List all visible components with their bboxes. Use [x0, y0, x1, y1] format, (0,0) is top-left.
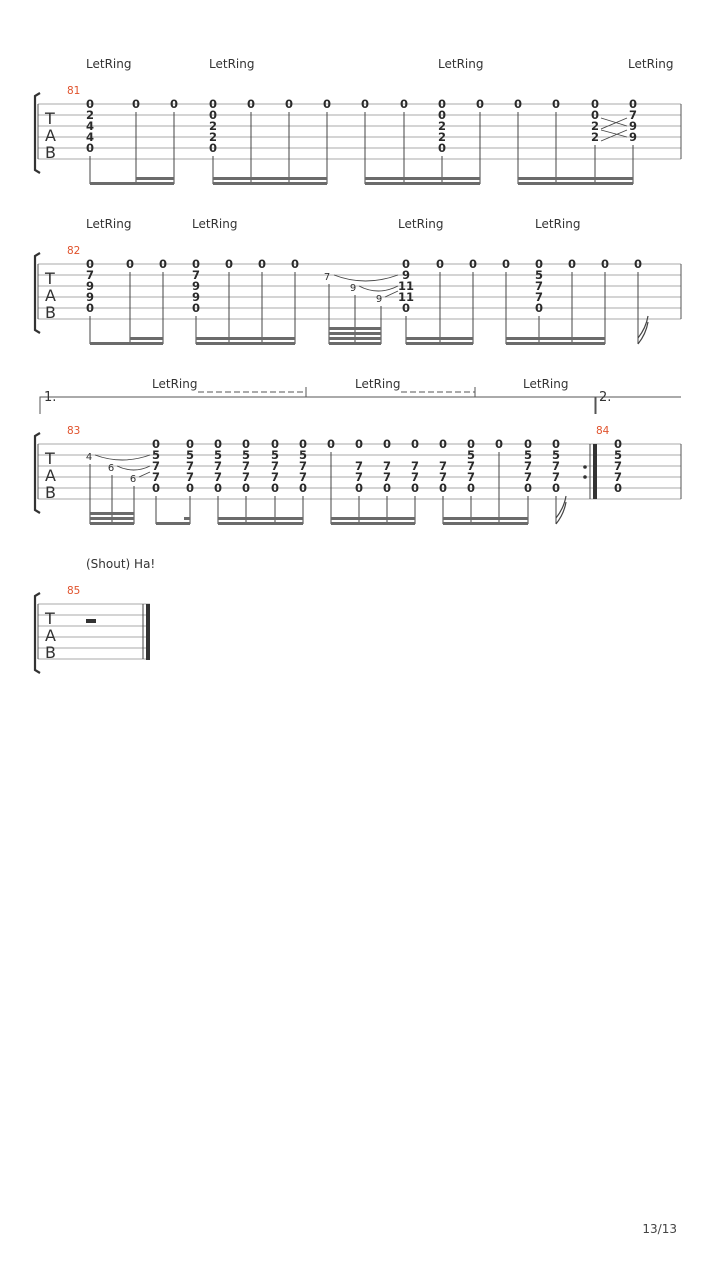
svg-text:0: 0	[410, 481, 420, 495]
tab-clef-a: A	[45, 626, 56, 645]
svg-text:0: 0	[191, 257, 201, 271]
lyric-shout: (Shout) Ha!	[86, 557, 156, 571]
svg-text:0: 0	[551, 97, 561, 111]
svg-text:5: 5	[466, 448, 476, 462]
let-ring-label: LetRing	[523, 377, 569, 391]
svg-text:0: 0	[633, 257, 643, 271]
svg-text:0: 0	[208, 141, 218, 155]
svg-text:7: 7	[410, 459, 420, 473]
let-ring-label: LetRing	[86, 57, 132, 71]
measure-number: 85	[67, 585, 81, 597]
svg-text:7: 7	[613, 470, 623, 484]
svg-text:0: 0	[241, 437, 251, 451]
svg-text:7: 7	[213, 459, 223, 473]
svg-text:0: 0	[213, 481, 223, 495]
svg-text:0: 0	[270, 481, 280, 495]
svg-text:7: 7	[191, 268, 201, 282]
svg-text:0: 0	[169, 97, 179, 111]
svg-text:7: 7	[551, 470, 561, 484]
svg-text:2: 2	[85, 108, 95, 122]
measure-number: 83	[67, 425, 81, 437]
svg-text:2: 2	[437, 119, 447, 133]
svg-text:5: 5	[241, 448, 251, 462]
svg-text:4: 4	[85, 452, 93, 463]
svg-text:0: 0	[85, 141, 95, 155]
svg-text:7: 7	[466, 459, 476, 473]
svg-text:0: 0	[131, 97, 141, 111]
let-ring-label: LetRing	[535, 217, 581, 231]
svg-text:7: 7	[551, 459, 561, 473]
svg-text:0: 0	[613, 481, 623, 495]
svg-text:0: 0	[298, 437, 308, 451]
svg-text:7: 7	[213, 470, 223, 484]
svg-text:2: 2	[437, 130, 447, 144]
let-ring-label: LetRing	[192, 217, 238, 231]
whole-rest	[86, 619, 96, 623]
svg-text:7: 7	[323, 272, 331, 283]
svg-text:0: 0	[466, 481, 476, 495]
let-ring-label: LetRing	[355, 377, 401, 391]
measure-number: 82	[67, 245, 81, 257]
svg-text:0: 0	[628, 97, 638, 111]
svg-text:7: 7	[298, 459, 308, 473]
volta-2-label: 2.	[599, 390, 612, 405]
svg-text:7: 7	[151, 470, 161, 484]
svg-text:7: 7	[410, 470, 420, 484]
svg-text:7: 7	[628, 108, 638, 122]
svg-text:0: 0	[438, 437, 448, 451]
svg-text:2: 2	[208, 130, 218, 144]
svg-text:0: 0	[501, 257, 511, 271]
svg-text:0: 0	[360, 97, 370, 111]
svg-text:2: 2	[590, 130, 600, 144]
svg-text:7: 7	[354, 470, 364, 484]
let-ring-label: LetRing	[152, 377, 198, 391]
svg-text:9: 9	[85, 279, 95, 293]
svg-text:9: 9	[191, 290, 201, 304]
svg-text:0: 0	[438, 481, 448, 495]
svg-text:9: 9	[375, 294, 383, 305]
svg-text:9: 9	[191, 279, 201, 293]
svg-text:0: 0	[158, 257, 168, 271]
volta-bracket-1	[40, 397, 595, 414]
svg-text:0: 0	[437, 141, 447, 155]
svg-text:0: 0	[208, 108, 218, 122]
svg-text:9: 9	[349, 283, 357, 294]
svg-text:7: 7	[185, 470, 195, 484]
svg-text:0: 0	[513, 97, 523, 111]
svg-text:5: 5	[613, 448, 623, 462]
system-2	[35, 217, 681, 345]
svg-text:7: 7	[382, 459, 392, 473]
svg-text:7: 7	[241, 470, 251, 484]
svg-text:0: 0	[382, 437, 392, 451]
svg-text:0: 0	[401, 301, 411, 315]
svg-text:7: 7	[438, 459, 448, 473]
svg-text:4: 4	[85, 119, 95, 133]
svg-text:7: 7	[523, 459, 533, 473]
svg-text:6: 6	[107, 463, 115, 474]
let-ring-label: LetRing	[398, 217, 444, 231]
svg-text:7: 7	[466, 470, 476, 484]
svg-text:7: 7	[534, 279, 544, 293]
measure-number: 84	[596, 425, 610, 437]
svg-text:5: 5	[213, 448, 223, 462]
svg-text:7: 7	[613, 459, 623, 473]
svg-text:7: 7	[85, 268, 95, 282]
svg-text:0: 0	[185, 481, 195, 495]
svg-text:0: 0	[284, 97, 294, 111]
svg-text:0: 0	[382, 481, 392, 495]
svg-text:0: 0	[590, 97, 600, 111]
let-ring-label: LetRing	[86, 217, 132, 231]
svg-text:7: 7	[241, 459, 251, 473]
svg-text:2: 2	[590, 119, 600, 133]
svg-text:0: 0	[551, 437, 561, 451]
svg-text:0: 0	[326, 437, 336, 451]
svg-text:5: 5	[270, 448, 280, 462]
tab-clef-t: T	[45, 609, 55, 628]
svg-text:0: 0	[590, 108, 600, 122]
svg-text:7: 7	[185, 459, 195, 473]
tab-clef-b: B	[45, 303, 56, 322]
svg-text:0: 0	[523, 437, 533, 451]
svg-text:9: 9	[85, 290, 95, 304]
system-1	[35, 57, 681, 185]
svg-text:5: 5	[534, 268, 544, 282]
tab-clef-b: B	[45, 643, 56, 662]
let-ring-label: LetRing	[209, 57, 255, 71]
svg-text:7: 7	[354, 459, 364, 473]
svg-text:0: 0	[185, 437, 195, 451]
svg-text:0: 0	[85, 301, 95, 315]
svg-text:0: 0	[435, 257, 445, 271]
svg-text:0: 0	[410, 437, 420, 451]
svg-text:4: 4	[85, 130, 95, 144]
svg-text:0: 0	[224, 257, 234, 271]
svg-text:7: 7	[534, 290, 544, 304]
tab-clef-b: B	[45, 143, 56, 162]
svg-text:0: 0	[354, 437, 364, 451]
svg-text:0: 0	[600, 257, 610, 271]
svg-text:0: 0	[494, 437, 504, 451]
volta-1-label: 1.	[44, 390, 57, 405]
svg-text:5: 5	[151, 448, 161, 462]
svg-text:7: 7	[270, 459, 280, 473]
svg-text:0: 0	[475, 97, 485, 111]
svg-text:5: 5	[298, 448, 308, 462]
svg-text:7: 7	[151, 459, 161, 473]
tab-clef-a: A	[45, 286, 56, 305]
svg-text:0: 0	[354, 481, 364, 495]
let-ring-label: LetRing	[628, 57, 674, 71]
svg-text:0: 0	[298, 481, 308, 495]
svg-text:9: 9	[628, 130, 638, 144]
svg-text:0: 0	[290, 257, 300, 271]
svg-text:0: 0	[523, 481, 533, 495]
svg-text:0: 0	[567, 257, 577, 271]
svg-text:0: 0	[257, 257, 267, 271]
svg-text:11: 11	[397, 290, 415, 304]
tab-clef-b: B	[45, 483, 56, 502]
svg-text:7: 7	[523, 470, 533, 484]
svg-text:0: 0	[551, 481, 561, 495]
final-barline	[146, 604, 150, 660]
svg-text:0: 0	[534, 301, 544, 315]
svg-text:0: 0	[151, 481, 161, 495]
svg-text:7: 7	[298, 470, 308, 484]
svg-text:7: 7	[438, 470, 448, 484]
svg-text:0: 0	[125, 257, 135, 271]
svg-text:11: 11	[397, 279, 415, 293]
tab-clef-t: T	[45, 109, 55, 128]
svg-text:0: 0	[246, 97, 256, 111]
svg-text:0: 0	[85, 97, 95, 111]
svg-text:0: 0	[613, 437, 623, 451]
svg-text:0: 0	[466, 437, 476, 451]
svg-text:0: 0	[534, 257, 544, 271]
svg-text:5: 5	[523, 448, 533, 462]
svg-text:0: 0	[399, 97, 409, 111]
svg-text:2: 2	[208, 119, 218, 133]
page-number: 13/13	[642, 1222, 677, 1236]
svg-text:0: 0	[437, 108, 447, 122]
svg-text:0: 0	[322, 97, 332, 111]
svg-text:9: 9	[628, 119, 638, 133]
svg-text:0: 0	[208, 97, 218, 111]
svg-text:0: 0	[241, 481, 251, 495]
svg-text:0: 0	[270, 437, 280, 451]
tab-clef-t: T	[45, 269, 55, 288]
tab-clef-a: A	[45, 126, 56, 145]
svg-text:0: 0	[401, 257, 411, 271]
svg-text:0: 0	[85, 257, 95, 271]
svg-text:0: 0	[191, 301, 201, 315]
svg-text:0: 0	[437, 97, 447, 111]
svg-text:7: 7	[270, 470, 280, 484]
tab-clef-t: T	[45, 449, 55, 468]
tab-clef-a: A	[45, 466, 56, 485]
svg-text:6: 6	[129, 474, 137, 485]
svg-text:5: 5	[185, 448, 195, 462]
measure-number: 81	[67, 85, 81, 97]
svg-text:7: 7	[382, 470, 392, 484]
svg-text:0: 0	[213, 437, 223, 451]
svg-text:5: 5	[551, 448, 561, 462]
let-ring-label: LetRing	[438, 57, 484, 71]
system-4	[35, 557, 155, 673]
svg-text:9: 9	[401, 268, 411, 282]
system-3	[35, 377, 681, 525]
svg-text:0: 0	[151, 437, 161, 451]
svg-text:0: 0	[468, 257, 478, 271]
